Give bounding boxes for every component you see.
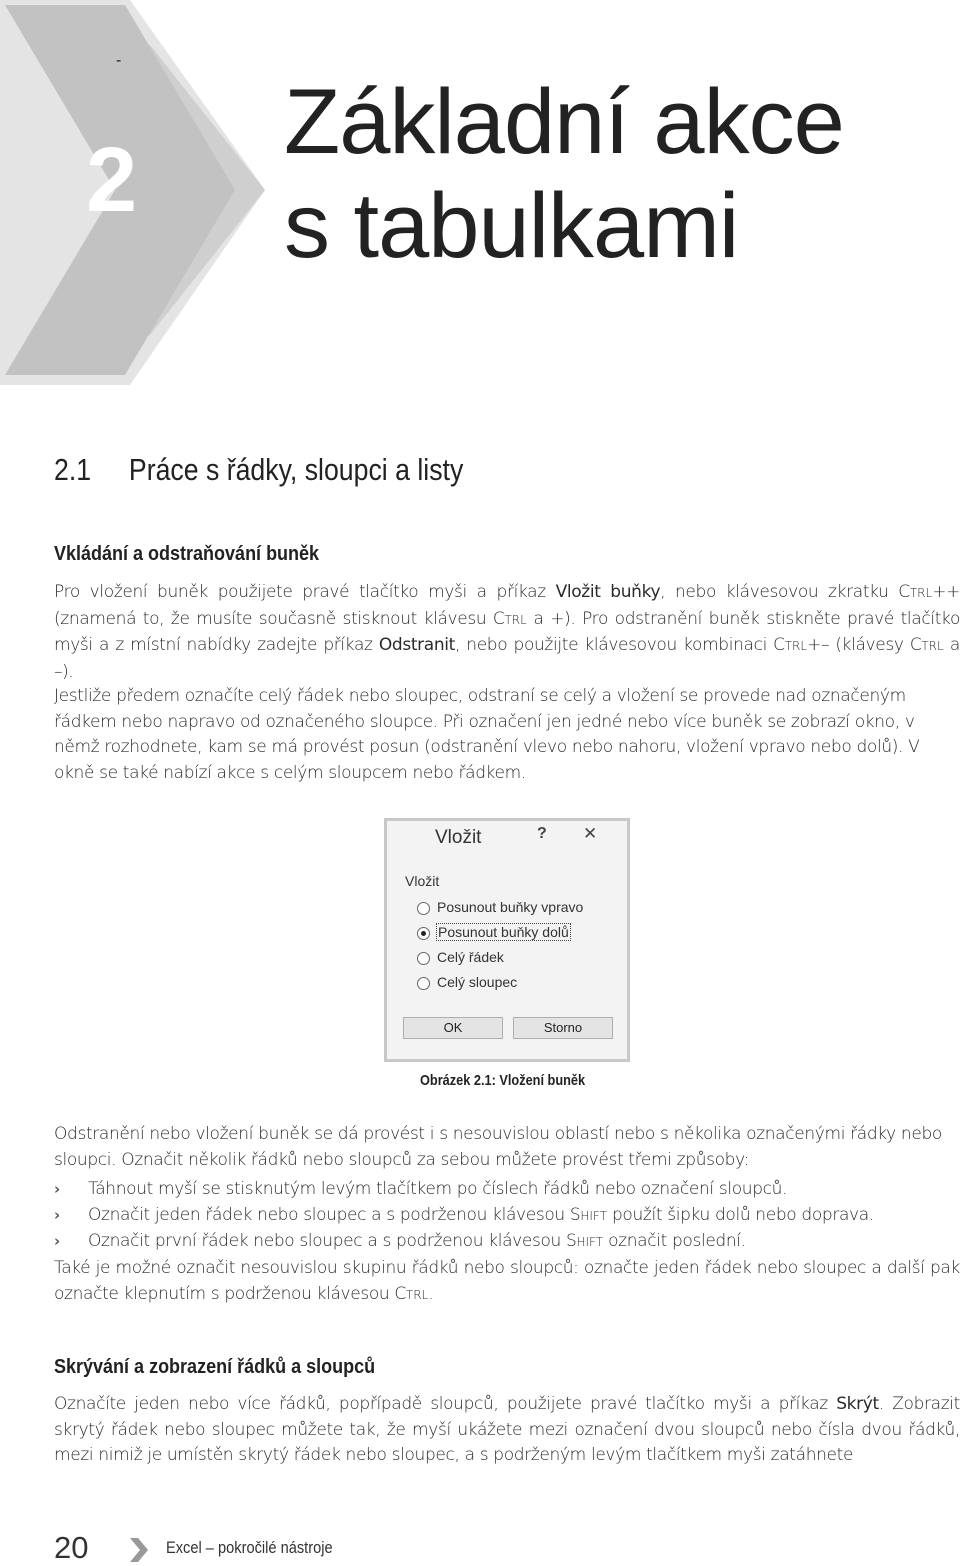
- chapter-number: 2: [86, 129, 136, 231]
- radio-shift-down[interactable]: [417, 924, 617, 946]
- help-icon[interactable]: ?: [537, 825, 547, 842]
- section-number: 2.1: [54, 452, 92, 487]
- book-title: Excel – pokročilé nástroje: [166, 1538, 333, 1557]
- text: a –).: [54, 635, 960, 682]
- list-item: [54, 1177, 787, 1202]
- text: , nebo klávesovou zkratku C: [660, 582, 910, 602]
- radio-label: Celý řádek: [437, 949, 504, 965]
- key-shift: HIFT: [580, 1209, 607, 1223]
- radio-label: Celý sloupec: [437, 974, 518, 990]
- key-ctrl: TRL: [784, 639, 808, 653]
- close-icon[interactable]: ✕: [583, 824, 598, 843]
- list-item: [54, 1203, 874, 1229]
- key-shift: HIFT: [576, 1235, 604, 1249]
- radio-icon[interactable]: [417, 902, 430, 915]
- key-ctrl: TRL: [405, 1287, 429, 1302]
- dialog-group-label: Vložit: [405, 873, 440, 889]
- list-item-text: Označit jeden řádek nebo sloupec a s podrženou klávesou S: [88, 1205, 581, 1225]
- subheading-hiding-rows: Skrývání a zobrazení řádků a sloupců: [54, 1356, 376, 1378]
- paragraph-nonadjacent: Odstranění nebo vložení buněk se dá provést i s nesouvislou oblastí nebo s několika označenými řádky nebo sloupci. Označit několik řádků nebo sloupců za sebou můžete provést třemi způsoby:: [54, 1124, 942, 1170]
- key-ctrl: TRL: [909, 586, 933, 600]
- paragraph-ctrl-select: [54, 1256, 960, 1308]
- chapter-title-line1: Základní akce: [284, 71, 844, 173]
- section-heading: [54, 452, 463, 488]
- list-item: [54, 1229, 746, 1255]
- chapter-arrow-graphic: [0, 0, 300, 390]
- bullet-chevron-icon: ›: [54, 1180, 60, 1198]
- section-title: Práce s řádky, sloupci a listy: [128, 452, 464, 487]
- chapter-title: [284, 70, 844, 278]
- radio-shift-right[interactable]: [417, 899, 617, 921]
- radio-icon[interactable]: [417, 952, 430, 965]
- radio-selected-icon[interactable]: [417, 927, 430, 940]
- text: ++ (znamená to, že musíte současně stisknout klávesu C: [54, 582, 960, 629]
- list-item-text: označit poslední.: [603, 1231, 746, 1251]
- radio-entire-row[interactable]: [417, 949, 617, 971]
- text: a +). Pro odstranění buněk stiskněte pravé tlačítko myši a z místní nabídky zadejte příkaz: [54, 608, 960, 655]
- chapter-title-line2: s tabulkami: [284, 175, 739, 277]
- cancel-button[interactable]: Storno: [513, 1017, 613, 1039]
- text: Pro vložení buněk použijete pravé tlačítko myši a příkaz: [54, 582, 556, 602]
- text: Také je možné označit nesouvislou skupinu řádků nebo sloupců: označte jeden řádek nebo sloupec a další pak označte klepnutím s podrženou klávesou C: [54, 1258, 960, 1304]
- command-odstranit: Odstranit: [378, 635, 455, 655]
- text: , nebo použijte klávesovou kombinaci C: [454, 635, 785, 655]
- key-ctrl: TRL: [921, 639, 944, 653]
- bullet-chevron-icon: ›: [54, 1206, 60, 1224]
- insert-dialog-screenshot: [384, 818, 630, 1062]
- radio-entire-column[interactable]: [417, 974, 617, 996]
- radio-icon[interactable]: [417, 977, 430, 990]
- dialog-title: Vložit: [435, 827, 482, 848]
- radio-label: Posunout buňky vpravo: [437, 899, 584, 915]
- text: . Zobrazit skrytý řádek nebo sloupec můžete tak, že myší ukážete mezi označení dvou sloupců nebo čísla dvou řádků, mezi nimiž je umístěn skrytý řádek nebo sloupec, a s podrženým levým tlačítkem myši zatáhnete: [54, 1394, 960, 1465]
- subheading-inserting-cells: Vkládání a odstraňování buněk: [54, 543, 320, 565]
- text: Označíte jeden nebo více řádků, popřípadě sloupců, použijete pravé tlačítko myši a příkaz: [54, 1394, 837, 1414]
- list-item-text: použít šipku dolů nebo doprava.: [606, 1205, 874, 1225]
- radio-label: Posunout buňky dolů: [438, 924, 569, 940]
- command-vlozit-bunky: Vložit buňky: [555, 582, 661, 602]
- text: +– (klávesy C: [807, 635, 922, 655]
- bullet-chevron-icon: ›: [54, 1232, 60, 1250]
- list-item-text: Označit první řádek nebo sloupec a s podrženou klávesou S: [88, 1231, 577, 1251]
- figure-caption: Obrázek 2.1: Vložení buněk: [420, 1072, 586, 1089]
- command-skryt: Skrýt: [836, 1394, 879, 1414]
- key-ctrl: TRL: [504, 612, 527, 627]
- chevron-right-icon: [130, 1538, 148, 1562]
- page-number: 20: [54, 1530, 89, 1565]
- ok-button[interactable]: OK: [403, 1017, 503, 1039]
- paragraph-insert-delete: [54, 580, 960, 685]
- list-item-text: Táhnout myší se stisknutým levým tlačítkem po číslech řádků nebo označení sloupců.: [88, 1179, 788, 1199]
- paragraph-hide: [54, 1392, 960, 1469]
- paragraph-whole-row: Jestliže předem označíte celý řádek nebo sloupec, odstraní se celý a vložení se provede nad označeným řádkem nebo napravo od označeného sloupce. Při označení jen jedné nebo více buněk se zobrazí okno, v němž rozhodnete, kam se má provést posun (odstranění vlevo nebo nahoru, vložení vpravo nebo dolů). V okně se také nabízí akce s celým sloupcem nebo řádkem.: [54, 686, 920, 783]
- chapter-dash: -: [116, 52, 122, 69]
- text: .: [428, 1283, 434, 1304]
